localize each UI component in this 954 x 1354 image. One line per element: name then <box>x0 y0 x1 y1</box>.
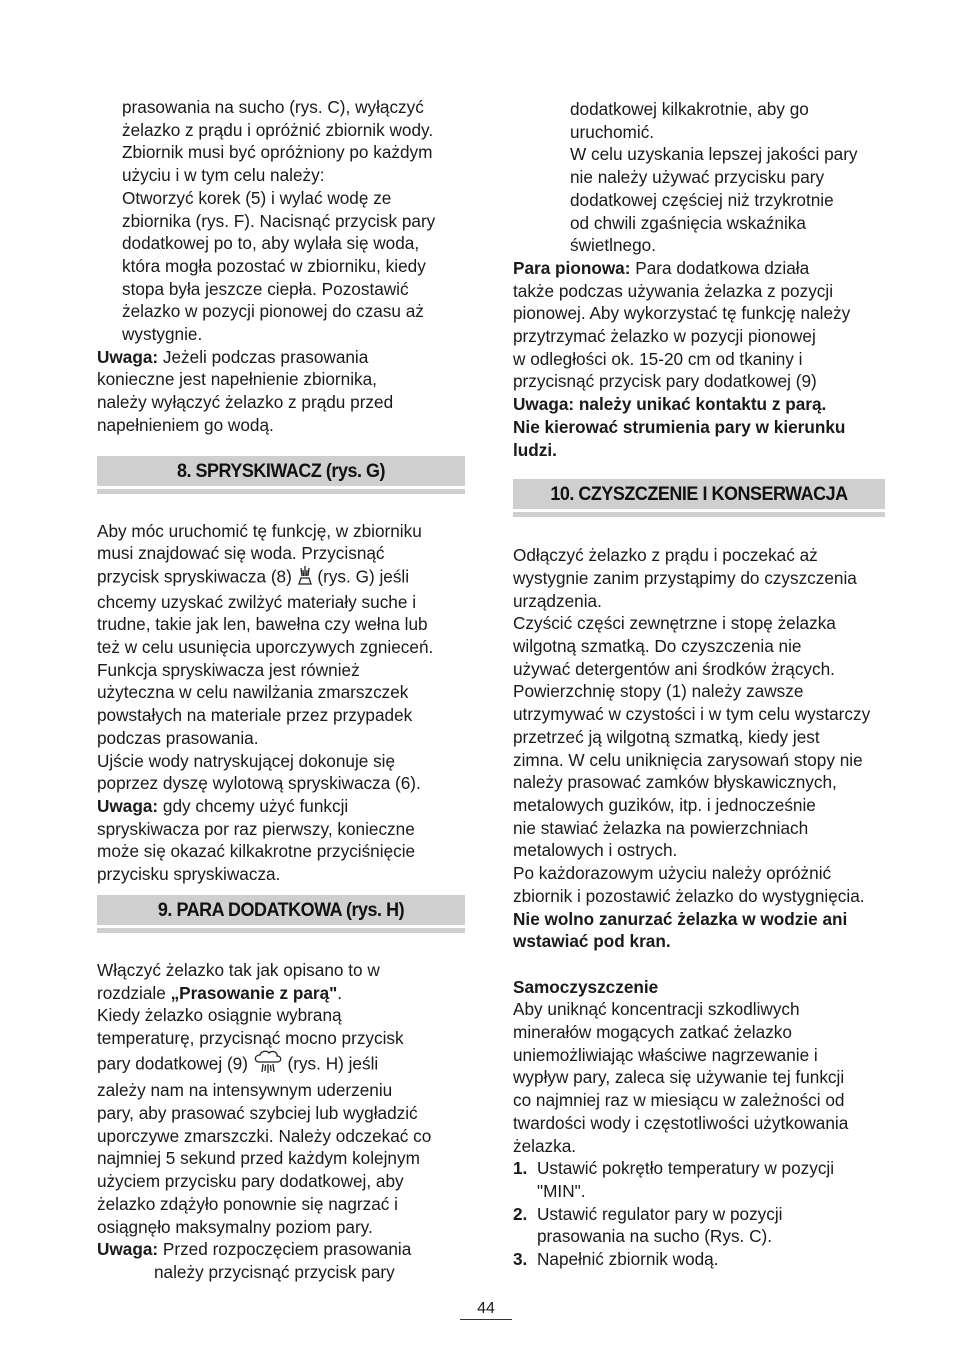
text-line: Odłączyć żelazko z prądu i poczekać aż <box>513 545 818 566</box>
text-line: należy wyłączyć żelazko z prądu przed <box>97 392 394 413</box>
text-line: chcemy uzyskać zwilżyć materiały suche i <box>97 591 417 612</box>
text-line: użyteczna w celu nawilżania zmarszczek <box>97 682 409 703</box>
text-line: stopa była jeszcze ciepła. Pozostawić <box>122 278 409 299</box>
list-item <box>513 1248 885 1271</box>
text-line: przycisku spryskiwacza. <box>97 864 281 885</box>
text-line: użyciem przycisku pary dodatkowej, aby <box>97 1171 404 1192</box>
text-line: nie stawiać żelazka na powierzchniach <box>513 817 809 838</box>
warning-text: ludzi. <box>513 439 557 460</box>
step-number: 2. <box>513 1203 528 1224</box>
text-line: utrzymywać w czystości i w tym celu wystarczy <box>513 704 871 725</box>
text-line: temperaturę, przycisnąć mocno przycisk <box>97 1027 404 1048</box>
chapter-reference: „Prasowanie z parą" <box>170 982 338 1003</box>
vertical-steam-paragraph <box>513 257 885 461</box>
text-span: Przed rozpoczęciem prasowania <box>158 1239 412 1260</box>
section-title: 8. SPRYSKIWACZ (rys. G) <box>176 459 386 482</box>
text-line: dodatkowej po to, aby wylała się woda, <box>122 233 420 254</box>
section-header-9 <box>97 895 465 929</box>
warning-line <box>513 439 885 462</box>
text-line: powstałych na materiale przez przypadek <box>97 705 413 726</box>
list-item <box>513 1157 885 1202</box>
text-line: minerałów mogących zatkać żelazko <box>513 1022 792 1042</box>
text-line: Funkcja spryskiwacza jest również <box>97 659 360 680</box>
subsection-title <box>513 976 885 999</box>
text-span: Para dodatkowa działa <box>630 257 810 278</box>
text-line: urządzenia. <box>513 590 602 611</box>
step-number: 1. <box>513 1158 528 1179</box>
text-line: uporczywe zmarszczki. Należy odczekać co <box>97 1125 432 1146</box>
note-paragraph <box>97 346 465 437</box>
text-line: pary, aby prasować szybciej lub wygładzić <box>97 1103 418 1124</box>
intro-paragraph <box>97 96 465 346</box>
text-line: w odległości ok. 15-20 cm od tkaniny i <box>513 348 803 369</box>
text-line: konieczne jest napełnienie zbiornika, <box>97 369 377 390</box>
text-line: co najmniej raz w miesiącu w zależności od <box>513 1090 845 1111</box>
text-line: dodatkowej kilkakrotnie, aby go <box>570 99 809 119</box>
text-line: Powierzchnię stopy (1) należy zawsze <box>513 681 804 702</box>
text-line <box>513 257 885 280</box>
text-line: wilgotną szmatką. Do czyszczenia nie <box>513 636 802 657</box>
text-line: wystygnie zanim przystąpimy do czyszczenia <box>513 567 857 588</box>
text-line: przycisnąć przycisk pary dodatkowej (9) <box>513 371 817 392</box>
text-line: Po każdorazowym użyciu należy opróżnić <box>513 863 832 884</box>
text-line: trudne, takie jak len, bawełna czy wełna lub <box>97 614 428 635</box>
text-span: (rys. G) jeśli <box>312 566 410 587</box>
text-line: Aby móc uruchomić tę funkcję, w zbiorniku <box>97 520 422 541</box>
text-line: spryskiwacza por raz pierwszy, konieczne <box>97 818 415 839</box>
text-line: zbiornika (rys. F). Nacisnąć przycisk pary <box>122 210 436 231</box>
vertical-steam-label: Para pionowa: <box>513 257 631 278</box>
warning-line <box>513 416 885 439</box>
note-label: Uwaga: <box>97 795 159 816</box>
spray-icon <box>297 565 313 591</box>
text-line <box>97 795 465 818</box>
text-line: osiągnęło maksymalny poziom pary. <box>97 1216 373 1237</box>
warning-text: Uwaga: należy unikać kontaktu z parą. <box>513 394 827 415</box>
warning-line <box>513 930 885 953</box>
text-line: metalowych i ostrych. <box>513 840 678 861</box>
text-line: zbiornik i pozostawić żelazko do wystygnięcia. <box>513 885 865 906</box>
section-title: 9. PARA DODATKOWA (rys. H) <box>157 898 405 921</box>
text-line: także podczas używania żelazka z pozycji <box>513 280 834 301</box>
text-line <box>97 1050 465 1080</box>
subsection-title-text: Samoczyszczenie <box>513 976 659 997</box>
section-9-body <box>97 959 465 1284</box>
text-line: żelazka. <box>513 1135 577 1156</box>
note-label: Uwaga: <box>97 346 159 367</box>
text-line: Kiedy żelazko osiągnie wybraną <box>97 1005 342 1026</box>
section-underline <box>97 928 465 933</box>
warning-text: Nie wolno zanurzać żelazka w wodzie ani <box>513 908 848 929</box>
section-header-10 <box>513 479 885 513</box>
text-line: prasowania na sucho (rys. C), wyłączyć <box>122 97 424 117</box>
text-line: użyciu i w tym celu należy: <box>122 165 325 186</box>
text-span: pary dodatkowej (9) <box>97 1053 253 1074</box>
text-line: wystygnie. <box>122 324 203 345</box>
text-line: żelazko z prądu i opróżnić zbiornik wody. <box>122 119 434 140</box>
text-span: gdy chcemy użyć funkcji <box>158 795 349 816</box>
warning-line <box>513 393 885 416</box>
text-line: uniemożliwiając właściwe nagrzewanie i <box>513 1044 818 1065</box>
text-line: zależy nam na intensywnym uderzeniu <box>97 1080 393 1101</box>
section-underline <box>97 489 465 494</box>
text-line: od chwili zgaśnięcia wskaźnika <box>570 212 806 233</box>
text-line: W celu uzyskania lepszej jakości pary <box>570 144 858 165</box>
text-line: żelazko w pozycji pionowej do czasu aż <box>122 301 424 322</box>
section-8-body <box>97 520 465 886</box>
text-line: Napełnić zbiornik wodą. <box>537 1249 719 1270</box>
steps-list <box>513 1157 885 1271</box>
text-line: używać detergentów ani środków żrących. <box>513 658 835 679</box>
text-span: (rys. H) jeśli <box>282 1053 379 1074</box>
step-number: 3. <box>513 1249 528 1270</box>
section-header-8 <box>97 456 465 490</box>
text-line: poprzez dyszę wylotową spryskiwacza (6). <box>97 773 421 794</box>
text-line <box>97 1238 465 1261</box>
text-span: Jeżeli podczas prasowania <box>158 346 369 367</box>
text-line: Aby uniknąć koncentracji szkodliwych <box>513 999 800 1020</box>
text-line: Ujście wody natryskującej dokonuje się <box>97 750 396 771</box>
text-line: "MIN". <box>537 1180 586 1201</box>
text-line: która mogła pozostać w zbiorniku, kiedy <box>122 255 426 276</box>
list-item <box>513 1203 885 1248</box>
note-label: Uwaga: <box>97 1239 159 1260</box>
warning-text: wstawiać pod kran. <box>513 931 671 952</box>
text-span: . <box>337 982 343 1003</box>
text-line <box>97 346 465 369</box>
text-line: wypływ pary, zaleca się używanie tej funkcji <box>513 1067 845 1088</box>
text-line: przetrzeć ją wilgotną szmatką, kiedy jest <box>513 726 820 747</box>
steam-shot-icon <box>253 1050 283 1080</box>
text-line: twardości wody i częstotliwości użytkowania <box>513 1112 849 1133</box>
continued-note <box>513 98 885 257</box>
text-line: prasowania na sucho (Rys. C). <box>537 1226 772 1247</box>
text-line: najmniej 5 sekund przed każdym kolejnym <box>97 1148 420 1169</box>
text-line <box>97 565 465 591</box>
text-line: Ustawić regulator pary w pozycji <box>537 1203 783 1224</box>
text-line: metalowych guzików, itp. i jednocześnie <box>513 794 816 815</box>
left-column <box>97 96 465 1284</box>
text-line <box>97 982 465 1005</box>
text-span: przycisk spryskiwacza (8) <box>97 566 297 587</box>
text-span: rozdziale <box>97 982 171 1003</box>
text-line: przytrzymać żelazko w pozycji pionowej <box>513 326 816 347</box>
right-column <box>513 98 885 1271</box>
text-line: napełnieniem go wodą. <box>97 414 274 435</box>
text-line: świetlnego. <box>570 235 656 256</box>
section-10-body <box>513 544 885 1270</box>
text-line: dodatkowej częściej niż trzykrotnie <box>570 189 834 210</box>
text-line: nie należy używać przycisku pary <box>570 167 825 188</box>
text-line: też w celu usunięcia uporczywych zgnieceń. <box>97 637 434 658</box>
text-line: podczas prasowania. <box>97 727 259 748</box>
text-line: Czyścić części zewnętrzne i stopę żelazka <box>513 613 836 634</box>
text-line: należy przycisnąć przycisk pary <box>154 1261 395 1282</box>
text-line: zimna. W celu uniknięcia zarysowań stopy nie <box>513 749 863 770</box>
page-number: 44 <box>460 1300 512 1320</box>
text-line: Włączyć żelazko tak jak opisano to w <box>97 959 380 980</box>
section-underline <box>513 512 885 517</box>
warning-text: Nie kierować strumienia pary w kierunku <box>513 416 846 437</box>
text-line: należy prasować zamków błyskawicznych, <box>513 772 837 793</box>
text-line: Otworzyć korek (5) i wylać wodę ze <box>122 187 392 208</box>
text-line: pionowej. Aby wykorzystać tę funkcję należy <box>513 303 851 324</box>
text-line: Zbiornik musi być opróżniony po każdym <box>122 142 433 163</box>
text-line: może się okazać kilkakrotne przyciśnięcie <box>97 841 416 862</box>
text-line: żelazko zdążyło ponownie się nagrzać i <box>97 1193 398 1214</box>
text-line: uruchomić. <box>570 121 655 142</box>
text-line: Ustawić pokrętło temperatury w pozycji <box>537 1158 835 1179</box>
warning-line <box>513 908 885 931</box>
section-title: 10. CZYSZCZENIE I KONSERWACJA <box>550 483 848 506</box>
text-line: musi znajdować się woda. Przycisnąć <box>97 543 385 564</box>
